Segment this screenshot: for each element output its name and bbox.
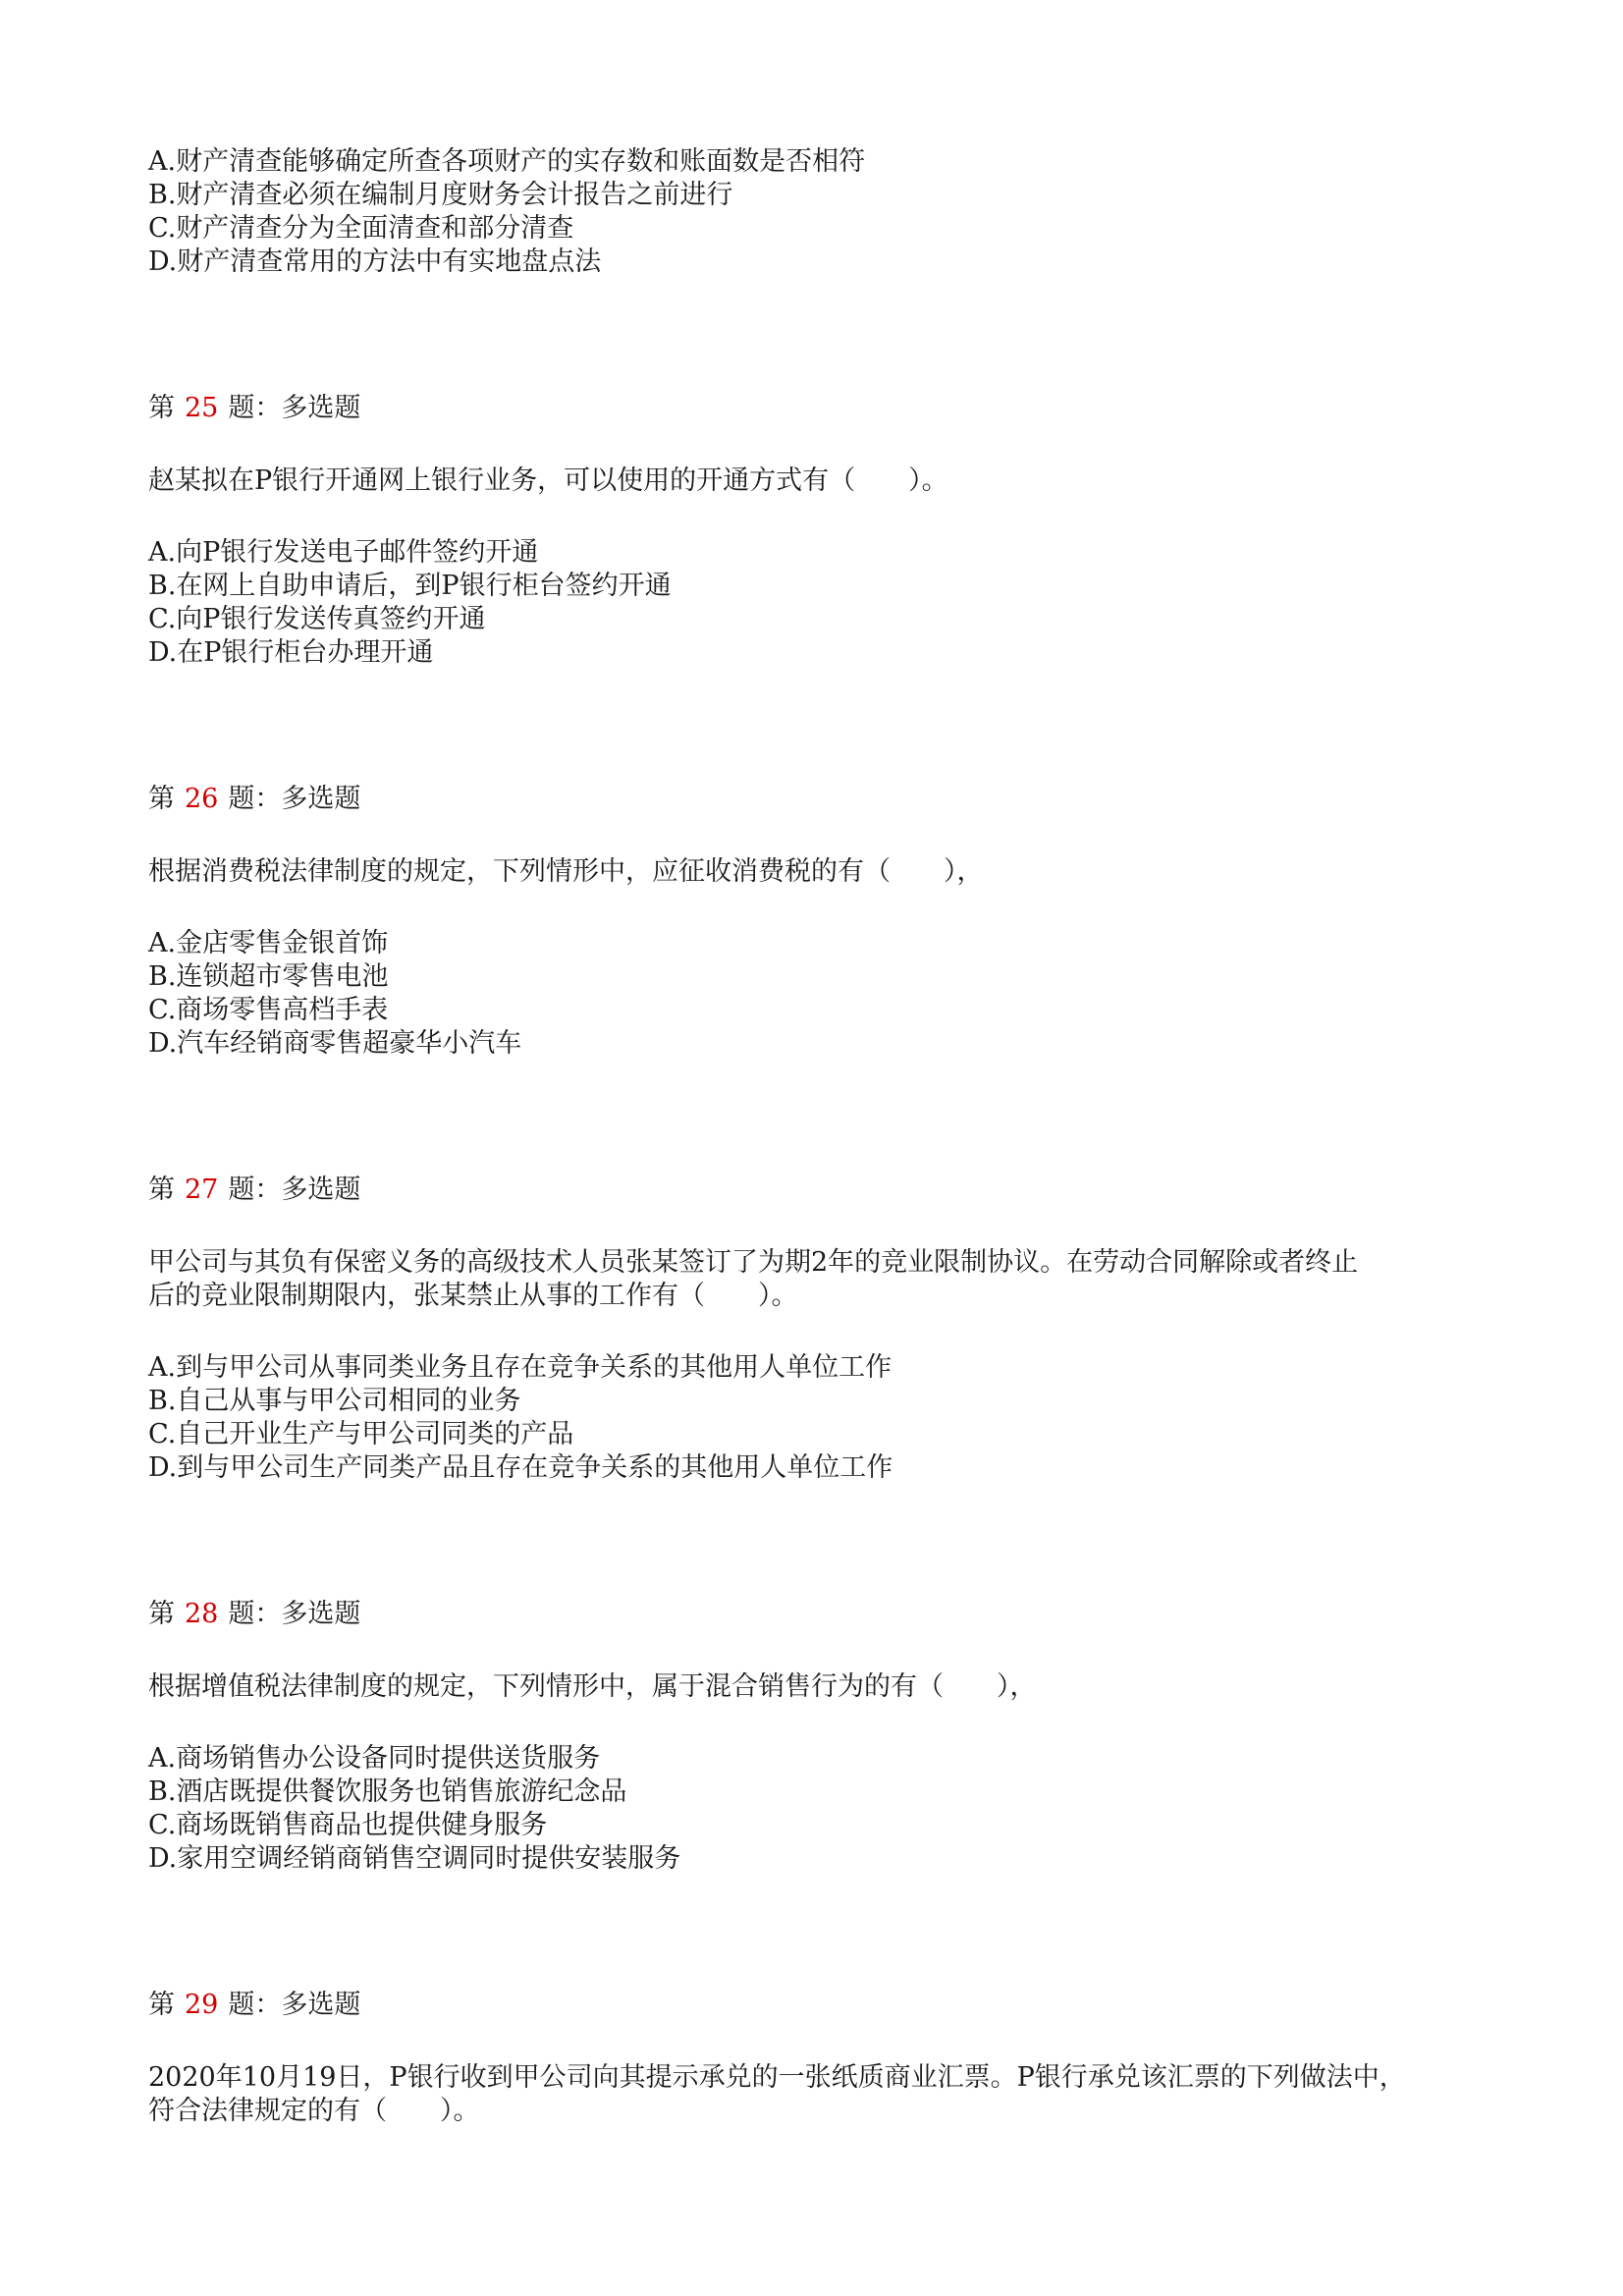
question-number: 29 bbox=[185, 1990, 219, 2020]
option-b: B.自己从事与甲公司相同的业务 bbox=[148, 1386, 521, 1416]
option-b: B.财产清查必须在编制月度财务会计报告之前进行 bbox=[148, 180, 733, 210]
option-c: C.向P银行发送传真签约开通 bbox=[148, 604, 486, 634]
option-c: C.商场零售高档手表 bbox=[148, 995, 389, 1025]
question-stem-line-2: 符合法律规定的有（ ）。 bbox=[148, 2096, 480, 2126]
option-d: D.财产清查常用的方法中有实地盘点法 bbox=[148, 246, 602, 277]
question-number: 27 bbox=[185, 1175, 219, 1205]
option-c: C.自己开业生产与甲公司同类的产品 bbox=[148, 1419, 574, 1449]
question-type: 题：多选题 bbox=[228, 393, 361, 423]
question-header bbox=[148, 1598, 360, 1631]
question-stem-line-1: 2020年10月19日，P银行收到甲公司向其提示承兑的一张纸质商业汇票。P银行承兑该汇票的下列做法中， bbox=[148, 2062, 1406, 2093]
question-number: 25 bbox=[185, 393, 219, 423]
question-type: 题：多选题 bbox=[228, 1990, 361, 2020]
option-a: A.到与甲公司从事同类业务且存在竞争关系的其他用人单位工作 bbox=[148, 1352, 893, 1383]
question-prefix: 第 bbox=[148, 1175, 175, 1205]
question-stem: 赵某拟在P银行开通网上银行业务，可以使用的开通方式有（ ）。 bbox=[148, 465, 948, 496]
option-b: B.连锁超市零售电池 bbox=[148, 961, 389, 992]
option-d: D.到与甲公司生产同类产品且存在竞争关系的其他用人单位工作 bbox=[148, 1452, 893, 1483]
question-prefix: 第 bbox=[148, 784, 175, 814]
question-prefix: 第 bbox=[148, 393, 175, 423]
question-type: 题：多选题 bbox=[228, 784, 361, 814]
option-a: A.财产清查能够确定所查各项财产的实存数和账面数是否相符 bbox=[148, 146, 866, 177]
option-b: B.酒店既提供餐饮服务也销售旅游纪念品 bbox=[148, 1777, 627, 1807]
option-c: C.财产清查分为全面清查和部分清查 bbox=[148, 213, 574, 244]
question-header bbox=[148, 392, 360, 425]
question-type: 题：多选题 bbox=[228, 1175, 361, 1205]
question-header bbox=[148, 783, 360, 816]
option-c: C.商场既销售商品也提供健身服务 bbox=[148, 1810, 548, 1840]
question-number: 28 bbox=[185, 1599, 219, 1629]
option-a: A.商场销售办公设备同时提供送货服务 bbox=[148, 1743, 601, 1774]
question-prefix: 第 bbox=[148, 1990, 175, 2020]
option-a: A.向P银行发送电子邮件签约开通 bbox=[148, 537, 539, 568]
question-stem: 根据增值税法律制度的规定，下列情形中，属于混合销售行为的有（ ）， bbox=[148, 1671, 1037, 1702]
option-a: A.金店零售金银首饰 bbox=[148, 928, 389, 958]
option-d: D.家用空调经销商销售空调同时提供安装服务 bbox=[148, 1843, 681, 1874]
question-header bbox=[148, 1989, 360, 2022]
option-b: B.在网上自助申请后，到P银行柜台签约开通 bbox=[148, 571, 672, 601]
option-d: D.汽车经销商零售超豪华小汽车 bbox=[148, 1028, 522, 1059]
question-stem-line-1: 甲公司与其负有保密义务的高级技术人员张某签订了为期2年的竞业限制协议。在劳动合同解除或者终止 bbox=[148, 1247, 1359, 1278]
question-stem-line-2: 后的竞业限制期限内，张某禁止从事的工作有（ ）。 bbox=[148, 1281, 798, 1311]
option-d: D.在P银行柜台办理开通 bbox=[148, 637, 434, 668]
question-header bbox=[148, 1174, 360, 1207]
question-type: 题：多选题 bbox=[228, 1599, 361, 1629]
question-number: 26 bbox=[185, 784, 219, 814]
question-stem: 根据消费税法律制度的规定，下列情形中，应征收消费税的有（ ）， bbox=[148, 856, 984, 887]
question-prefix: 第 bbox=[148, 1599, 175, 1629]
